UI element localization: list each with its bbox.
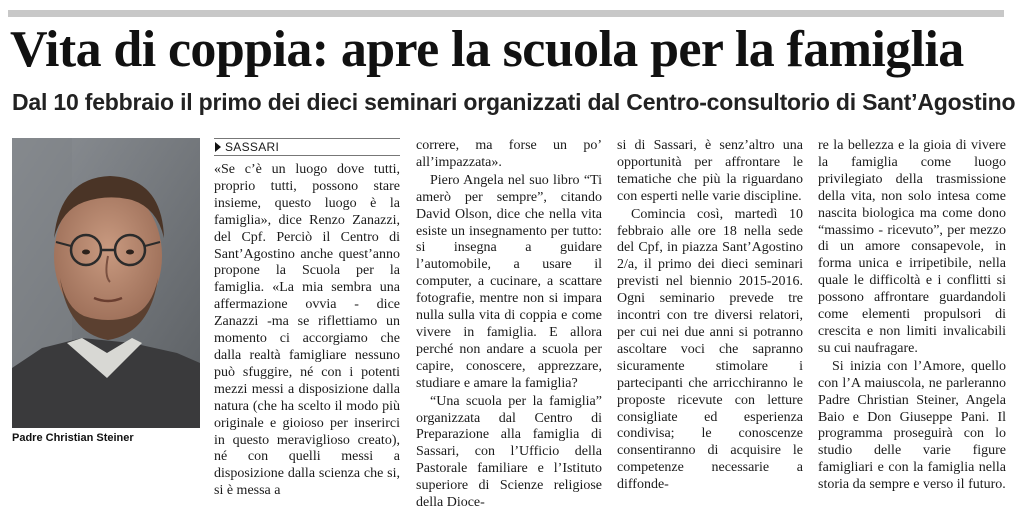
paragraph: “Una scuola per la famiglia” organizzata dal Centro di Preparazione alla famiglia di Sassari, con l’Ufficio della Pastorale familiare e l’Istituto superiore di Scienze religiose della Dioce- xyxy=(416,393,602,511)
article-column-3 xyxy=(617,138,803,494)
article-column-4 xyxy=(818,138,1006,494)
paragraph: Comincia così, martedì 10 febbraio alle ore 18 nella sede del Cpf, in piazza Sant’Agostino 2/a, il primo dei dieci seminari previsti nel biennio 2015-2016. Ogni seminario prevede tre incontri con tre diversi relatori, per cui nei due anni si potranno ascoltare voci che sapranno sicuramente stimolare i partecipanti che arricchiranno le proposte ricevute con letture consigliate ed esperienza condivisa; le conoscenze consentiranno di acquisire le competenze necessarie a diffonde- xyxy=(617,206,803,493)
dateline-text: SASSARI xyxy=(225,139,280,154)
portrait-photo xyxy=(12,138,200,428)
dateline xyxy=(214,138,400,156)
triangle-icon xyxy=(215,142,221,152)
paragraph: Piero Angela nel suo libro “Ti amerò per sempre”, citando David Olson, dice che nella vita esiste un insegnamento per tutto: si insegna a guidare l’automobile, a usare il computer, a cucinare, a scattare fotografie, mentre non si impara nulla sulla vita di coppia e come vivere in famiglia. E allora perché non andare a scuola per capire, conoscere, apprezzare, studiare e amare la famiglia? xyxy=(416,172,602,391)
headline: Vita di coppia: apre la scuola per la famiglia xyxy=(10,21,964,78)
article-column-1 xyxy=(214,138,400,500)
article-column-2 xyxy=(416,138,602,512)
paragraph: Si inizia con l’Amore, quello con l’A maiuscola, ne parleranno Padre Christian Steiner, Angela Baio e Don Giuseppe Pani. Il programma proseguirà con lo studio delle varie figure famigliari e con la famiglia nella storia da sempre e verso il futuro. xyxy=(818,358,1006,493)
paragraph: correre, ma forse un po’ all’impazzata». xyxy=(416,138,602,170)
top-rule xyxy=(8,10,1004,17)
subheadline: Dal 10 febbraio il primo dei dieci seminari organizzati dal Centro-consultorio di Sant’Agostino xyxy=(12,89,1015,115)
paragraph: si di Sassari, è senz’altro una opportunità per affrontare le tematiche che più la riguardano con esperti nelle varie discipline. xyxy=(617,138,803,204)
paragraph: «Se c’è un luogo dove tutti, proprio tutti, possono stare insieme, questo luogo è la famiglia», dice Renzo Zanazzi, del Cpf. Perciò il Centro di Sant’Agostino anche quest’anno propone la Scuola per la famiglia. «La mia sembra una affermazione ovvia - dice Zanazzi -ma se riflettiamo un momento ci accorgiamo che dalla realtà famigliare nessuno può sfuggire, né con i potenti mezzi messi a disposizione dalla natura (che ha scelto il modo più originale e gioioso per inserirci in questo meraviglioso creato), né con quelli messi a disposizione dalla scienza che si, si è messa a xyxy=(214,162,400,499)
photo-caption: Padre Christian Steiner xyxy=(12,432,134,444)
paragraph: re la bellezza e la gioia di vivere la famiglia come luogo privilegiato della trasmissione della vita, non solo intesa come nascita biologica ma come dono “massimo - ricevuto”, per mezzo di un amore consapevole, in forma unica e irripetibile, nella quale le difficoltà e i conflitti si possono affrontare guardandoli come elementi propulsori di crescita e non limiti invalicabili su cui naufragare. xyxy=(818,138,1006,356)
